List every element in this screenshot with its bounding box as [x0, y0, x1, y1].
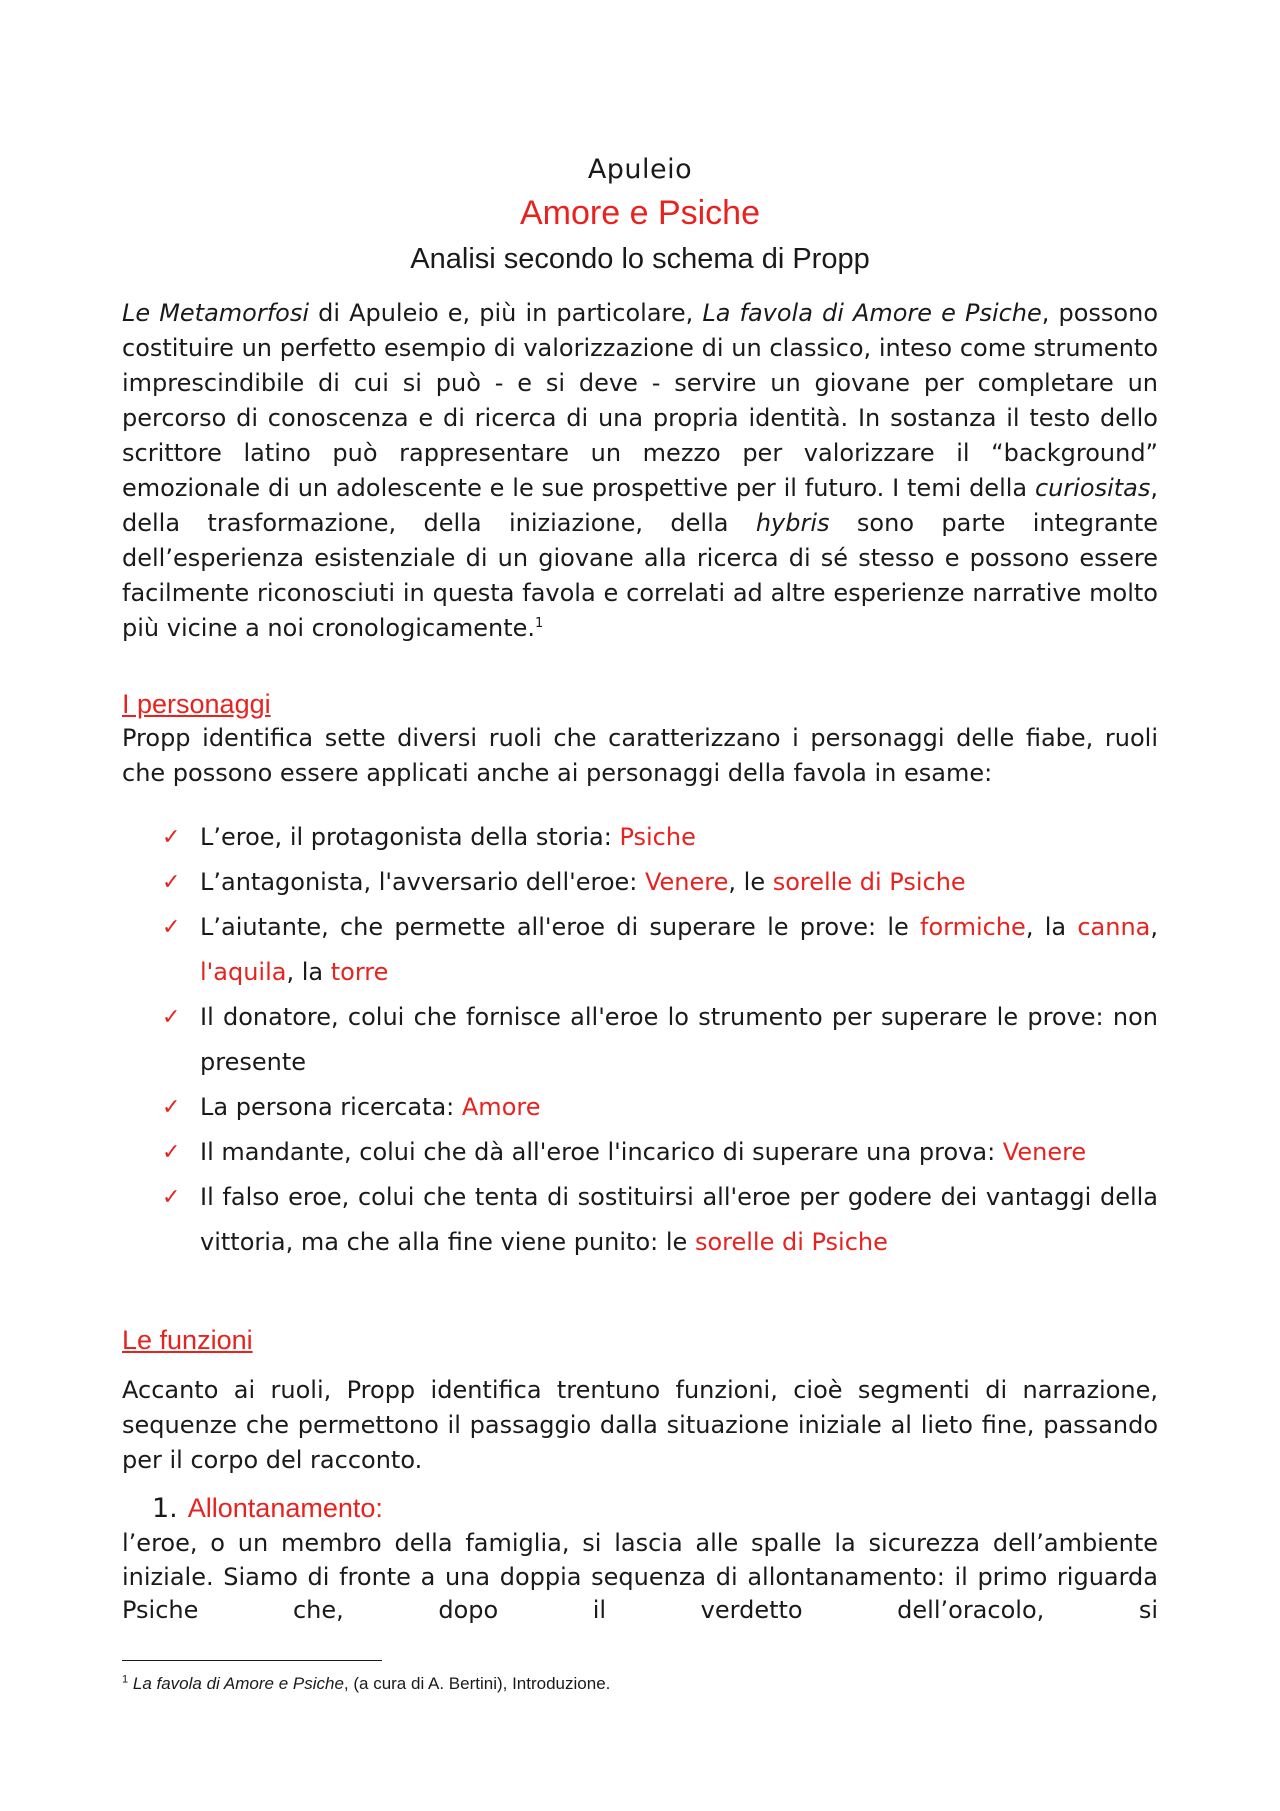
- list-item: [122, 995, 1158, 1085]
- author-title: Apuleio: [587, 154, 693, 185]
- allontanamento-paragraph: [122, 1527, 1158, 1628]
- checkmark-icon: ✓: [162, 870, 181, 895]
- footnote-italic: La favola di Amore e Psiche: [132, 1674, 344, 1693]
- checkmark-icon: ✓: [162, 825, 181, 850]
- role-character: Venere: [1002, 1138, 1087, 1166]
- role-text: , le: [728, 868, 773, 896]
- role-text: ,: [1150, 913, 1158, 941]
- heading-funzioni: Le funzioni: [122, 1325, 253, 1355]
- personaggi-paragraph: [122, 721, 1158, 791]
- role-character: sorelle di Psiche: [694, 1228, 888, 1256]
- checkmark-icon: ✓: [162, 1140, 181, 1165]
- funzioni-text: Accanto ai ruoli, Propp identifica trentuno funzioni, cioè segmenti di narrazione, sequenze che permettono il passaggio dalla situazione iniziale al lieto fine, passando per il corpo del racconto.: [122, 1376, 1158, 1474]
- checkmark-icon: ✓: [162, 1095, 181, 1120]
- intro-text-4: sono parte integrante dell’esperienza esistenziale di un giovane alla ricerca di sé stesso e possono essere facilmente riconosciuti in questa favola e correlati ad altre esperienze narrative molto più vicine a noi cronologicamente.: [122, 509, 1159, 642]
- role-character: formiche: [920, 913, 1026, 941]
- intro-paragraph: [122, 296, 1158, 646]
- role-text: , la: [286, 958, 331, 986]
- function-number: 1.: [152, 1493, 178, 1524]
- list-item: [122, 905, 1158, 995]
- list-item: [122, 860, 1158, 905]
- footnote-reference[interactable]: 1: [535, 616, 544, 631]
- role-character: Venere: [644, 868, 729, 896]
- role-text: Il donatore, colui che fornisce all'eroe lo strumento per superare le prove: non presente: [200, 1003, 1158, 1076]
- role-text: L’aiutante, che permette all'eroe di superare le prove: le: [200, 913, 921, 941]
- role-text: , la: [1025, 913, 1078, 941]
- role-character: Psiche: [619, 823, 696, 851]
- footnote-separator: [122, 1660, 382, 1661]
- intro-text-1: di Apuleio e, più in particolare,: [309, 299, 703, 327]
- heading-personaggi: I personaggi: [122, 689, 271, 719]
- checkmark-icon: ✓: [162, 1185, 181, 1210]
- intro-italic-1: Le Metamorfosi: [122, 299, 310, 327]
- subtitle: Analisi secondo lo schema di Propp: [410, 243, 870, 275]
- list-item: [122, 815, 1158, 860]
- role-character: Amore: [461, 1093, 541, 1121]
- function-item-heading: [152, 1490, 383, 1527]
- role-text: La persona ricercata:: [200, 1093, 462, 1121]
- role-character: torre: [330, 958, 389, 986]
- list-item: [122, 1085, 1158, 1130]
- list-item: [122, 1175, 1158, 1265]
- role-text: L’eroe, il protagonista della storia:: [200, 823, 620, 851]
- roles-checklist: [122, 815, 1158, 1265]
- title-block: [122, 150, 1158, 282]
- list-item: [122, 1130, 1158, 1175]
- personaggi-text: Propp identifica sette diversi ruoli che caratterizzano i personaggi delle fiabe, ruoli che possono essere applicati anche ai personaggi della favola in esame:: [122, 724, 1158, 787]
- work-title: Amore e Psiche: [520, 194, 760, 232]
- checkmark-icon: ✓: [162, 915, 181, 940]
- intro-text-2: , possono costituire un perfetto esempio di valorizzazione di un classico, inteso come strumento imprescindibile di cui si può - e si deve - servire un giovane per completare un percorso di conoscenza e di ricerca di una propria identità. In sostanza il testo dello scrittore latino può rappresentare un mezzo per valorizzare il “background” emozionale di un adolescente e le sue prospettive per il futuro. I temi della: [122, 299, 1158, 502]
- role-text: Il falso eroe, colui che tenta di sostituirsi all'eroe per godere dei vantaggi della vittoria, ma che alla fine viene punito: le: [200, 1183, 1158, 1256]
- footnote-text: , (a cura di A. Bertini), Introduzione.: [343, 1674, 611, 1693]
- intro-text-3: , della trasformazione, della iniziazione, della: [122, 474, 1158, 537]
- role-character: canna: [1077, 913, 1151, 941]
- intro-italic-3: curiositas: [1034, 474, 1151, 502]
- allontanamento-text: l’eroe, o un membro della famiglia, si lascia alle spalle la sicurezza dell’ambiente iniziale. Siamo di fronte a una doppia sequenza di allontanamento: il primo riguarda Psiche che, dopo il verdetto dell’oracolo, si: [122, 1529, 1158, 1624]
- checkmark-icon: ✓: [162, 1005, 181, 1030]
- role-text: L’antagonista, l'avversario dell'eroe:: [200, 868, 645, 896]
- function-label: Allontanamento:: [187, 1493, 383, 1523]
- footnote-number: 1: [122, 1673, 129, 1686]
- intro-italic-4: hybris: [755, 509, 830, 537]
- role-character: sorelle di Psiche: [772, 868, 966, 896]
- footnote: [122, 1672, 610, 1696]
- role-text: Il mandante, colui che dà all'eroe l'incarico di superare una prova:: [200, 1138, 1003, 1166]
- role-character: l'aquila: [200, 958, 287, 986]
- intro-italic-2: La favola di Amore e Psiche: [702, 299, 1042, 327]
- funzioni-paragraph: [122, 1373, 1158, 1478]
